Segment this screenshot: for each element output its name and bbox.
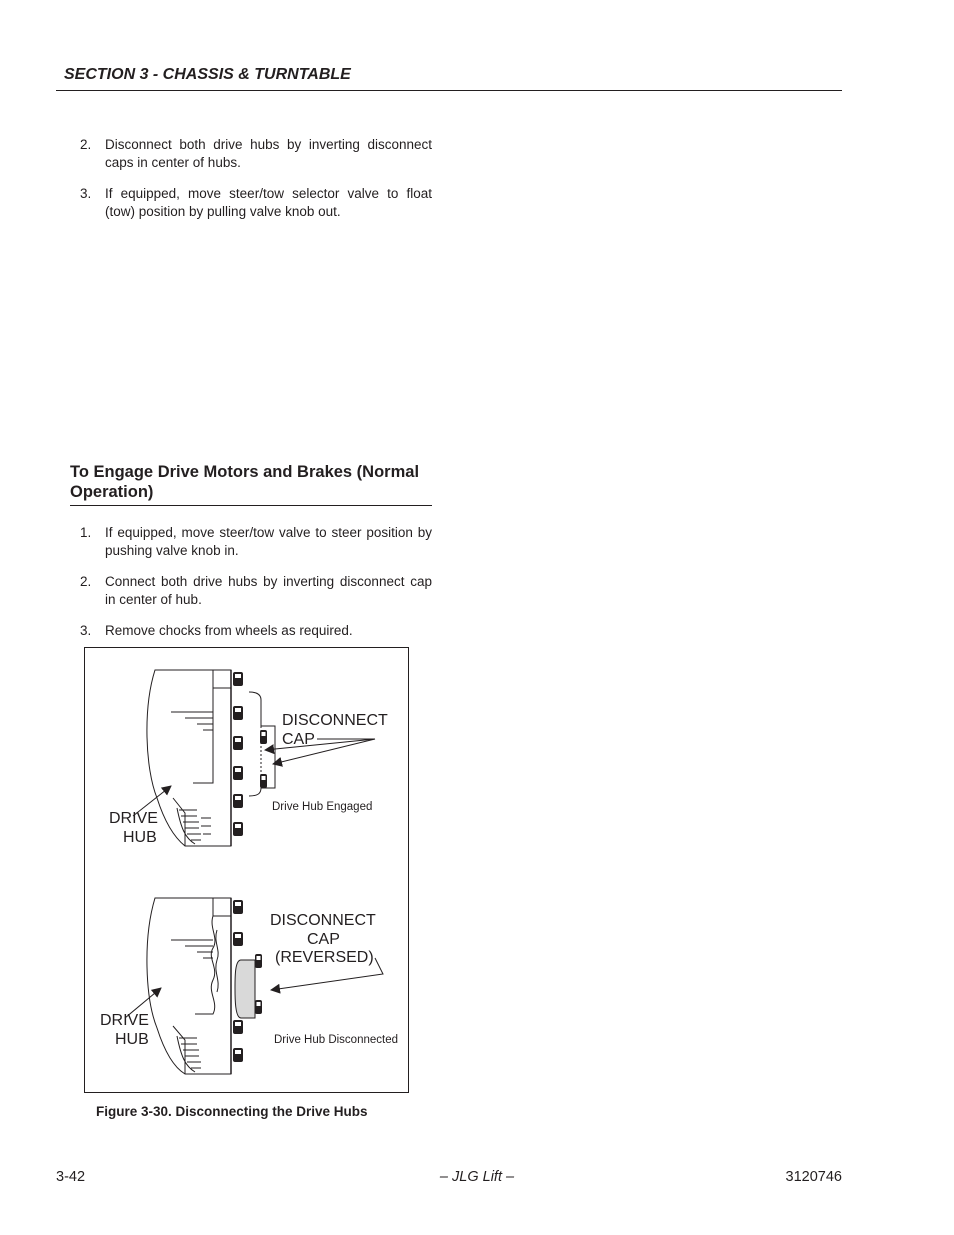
list-item bbox=[80, 185, 432, 220]
step-number: 2. bbox=[80, 137, 92, 152]
section-heading: To Engage Drive Motors and Brakes (Normal Operation) bbox=[70, 462, 432, 506]
list-item bbox=[80, 622, 432, 640]
engaged-bolt-column bbox=[233, 672, 267, 836]
disconnected-hub-drawing bbox=[147, 898, 255, 1074]
engaged-hub-drawing bbox=[147, 670, 275, 846]
hub-label-line-1: DRIVE bbox=[100, 1012, 149, 1029]
step-number: 3. bbox=[80, 186, 92, 201]
document-number: 3120746 bbox=[785, 1169, 842, 1185]
step-text: If equipped, move steer/tow selector valve to float (tow) position by pulling valve knob out. bbox=[105, 186, 432, 219]
step-text: Remove chocks from wheels as required. bbox=[105, 623, 353, 638]
cap-label-line-1: DISCONNECT bbox=[270, 912, 376, 929]
footer-brand: – JLG Lift – bbox=[439, 1169, 515, 1185]
figure-caption: Figure 3-30. Disconnecting the Drive Hubs bbox=[96, 1104, 368, 1119]
step-number: 1. bbox=[80, 525, 92, 540]
hub-label-line-2: HUB bbox=[123, 829, 157, 846]
page-number: 3-42 bbox=[56, 1169, 86, 1185]
engaged-state-label: Drive Hub Engaged bbox=[272, 801, 373, 813]
drive-hub-figure bbox=[84, 647, 409, 1093]
hub-label-line-1: DRIVE bbox=[109, 810, 158, 827]
step-text: If equipped, move steer/tow valve to steer position by pushing valve knob in. bbox=[105, 525, 432, 558]
step-text: Disconnect both drive hubs by inverting disconnect caps in center of hubs. bbox=[105, 137, 432, 170]
cap-label-line-3: (REVERSED) bbox=[275, 949, 374, 966]
cap-label-line-2: CAP bbox=[307, 931, 340, 948]
cap-label-line-1: DISCONNECT bbox=[282, 712, 388, 729]
section-title: SECTION 3 - CHASSIS & TURNTABLE bbox=[64, 66, 351, 83]
list-item bbox=[80, 524, 432, 559]
page-header bbox=[56, 64, 842, 91]
disconnected-state-label: Drive Hub Disconnected bbox=[274, 1034, 399, 1046]
engage-steps-list bbox=[80, 524, 432, 654]
list-item bbox=[80, 573, 432, 608]
step-text: Connect both drive hubs by inverting disconnect cap in center of hub. bbox=[105, 574, 432, 607]
cap-label-line-2: CAP bbox=[282, 731, 315, 748]
hub-label-line-2: HUB bbox=[115, 1031, 149, 1048]
step-number: 3. bbox=[80, 623, 92, 638]
drive-hub-illustration bbox=[85, 648, 408, 1092]
disconnect-steps-list bbox=[80, 136, 432, 234]
list-item bbox=[80, 136, 432, 171]
step-number: 2. bbox=[80, 574, 92, 589]
